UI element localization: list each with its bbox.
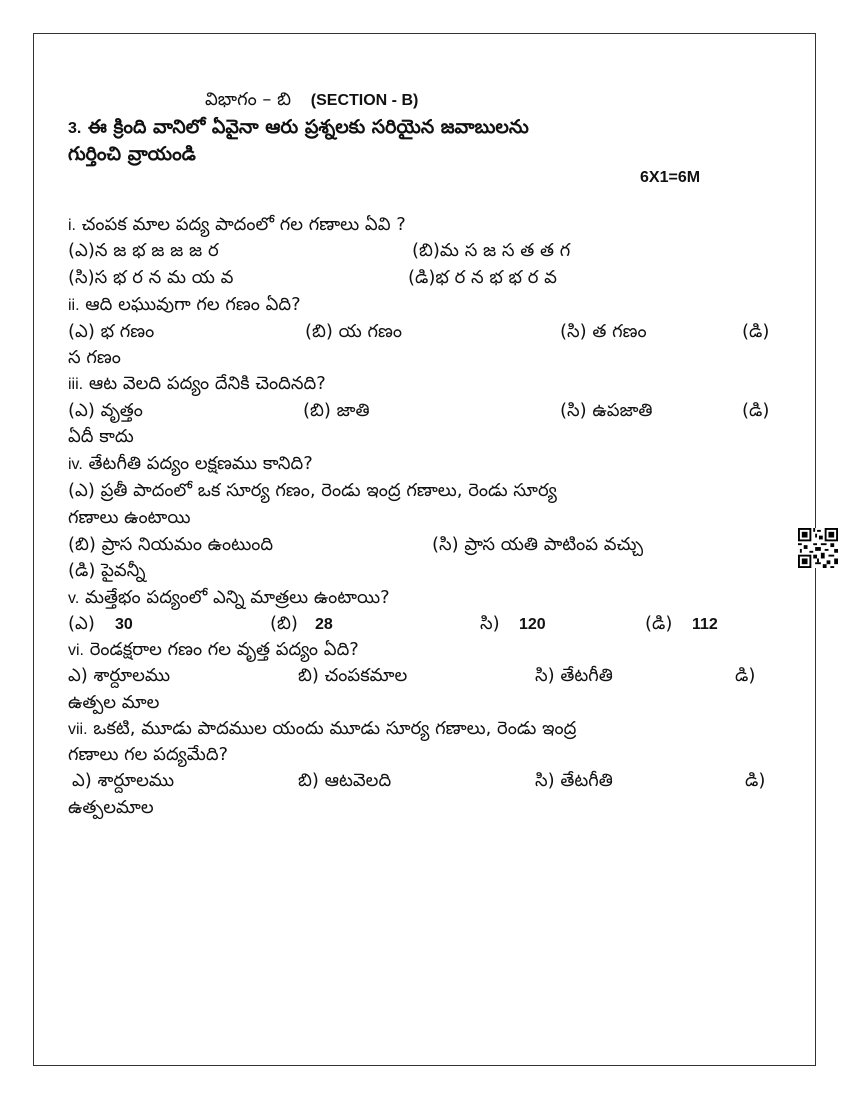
option-c-label: సి) — [480, 613, 500, 634]
section-title — [205, 88, 418, 113]
question-v — [68, 586, 390, 611]
option-b: బి) ఆటవెలది — [298, 770, 392, 791]
option-a: ఎ) శార్దూలము — [68, 665, 171, 686]
option-d: డి) — [735, 665, 756, 686]
option-a-cont: గణాలు ఉంటాయి — [68, 507, 191, 528]
q-num: vi. — [68, 642, 84, 659]
q-num: ii. — [68, 297, 80, 314]
option-a: (ఎ) ప్రతీ పాదంలో ఒక సూర్య గణం, రెండు ఇంద్ర గణాలు, రెండు సూర్య — [68, 480, 557, 501]
question-vii — [68, 717, 576, 742]
question-iv — [68, 452, 313, 477]
qr-code-icon — [798, 528, 838, 568]
option-d-text: ఏదీ కాదు — [68, 426, 134, 447]
marks-label: 6X1=6M — [640, 169, 701, 186]
question-ii — [68, 293, 301, 318]
option-d: (డి) పైవన్నీ — [68, 560, 146, 581]
option-c: (సి) ఉపజాతి — [560, 400, 653, 421]
option-d-value: 112 — [692, 616, 718, 633]
option-a: (ఎ) వృత్తం — [68, 400, 143, 421]
option-a: (ఎ)న జ భ జ జ జ ర — [68, 240, 219, 261]
q-num: i. — [68, 217, 76, 234]
q-text: ఒకటి, మూడు పాదముల యందు మూడు సూర్య గణాలు, రెండు ఇంద్ర — [93, 718, 577, 739]
option-d: (డి) — [742, 400, 770, 421]
q-text-cont: గణాలు గల పద్యమేది? — [68, 744, 229, 765]
option-d-text: స గణం — [68, 347, 121, 368]
section-title-telugu: విభాగం – బి — [205, 89, 292, 110]
instruction-line1: ఈ క్రింది వానిలో ఏవైనా ఆరు ప్రశ్నలకు సరియైన జవాబులను — [87, 116, 529, 138]
option-a-value: 30 — [115, 616, 133, 633]
option-b: (బి) య గణం — [305, 321, 403, 342]
q-num: iii. — [68, 376, 84, 393]
option-a: ఎ) శార్దూలము — [72, 770, 175, 791]
question-instruction — [68, 115, 529, 141]
option-a-label: (ఎ) — [68, 613, 95, 634]
option-b-label: (బి) — [270, 613, 298, 634]
section-title-english: (SECTION - B) — [310, 92, 419, 109]
option-a: (ఎ) భ గణం — [68, 321, 155, 342]
q-num: vii. — [68, 721, 88, 738]
option-c-value: 120 — [519, 616, 546, 633]
q-text: ఆట వెలది పద్యం దేనికి చెందినది? — [88, 373, 326, 394]
option-b-value: 28 — [315, 616, 333, 633]
option-c: (సి) ప్రాస యతి పాటింప వచ్చు — [432, 534, 644, 555]
q-text: రెండక్షరాల గణం గల వృత్త పద్యం ఏది? — [89, 639, 359, 660]
option-d: (డి) — [742, 321, 770, 342]
q-text: చంపక మాల పద్య పాదంలో గల గణాలు ఏవి ? — [81, 214, 406, 235]
option-d: (డి)భ ర న భ భ ర వ — [408, 267, 557, 288]
option-c: (సి)స భ ర న మ య వ — [68, 267, 234, 288]
question-i — [68, 213, 406, 238]
option-b: (బి)మ స జ స త త గ — [412, 240, 571, 261]
option-b: బి) చంపకమాల — [298, 665, 408, 686]
option-d-text: ఉత్పల మాల — [68, 692, 160, 713]
q-text: తేటగీతి పద్యం లక్షణము కానిది? — [88, 453, 313, 474]
option-b: (బి) ప్రాస నియమం ఉంటుంది — [68, 534, 274, 555]
option-d-label: (డి) — [645, 613, 673, 634]
option-c: (సి) త గణం — [560, 321, 647, 342]
option-d-text: ఉత్పలమాల — [68, 797, 154, 818]
option-d: డి) — [745, 770, 766, 791]
option-c: సి) తేటగీతి — [535, 665, 613, 686]
q-text: మత్తేభం పద్యంలో ఎన్ని మాత్రలు ఉంటాయి? — [85, 587, 390, 608]
question-iii — [68, 372, 326, 397]
q-num: iv. — [68, 456, 83, 473]
option-b: (బి) జాతి — [303, 400, 370, 421]
option-c: సి) తేటగీతి — [535, 770, 613, 791]
q-text: ఆది లఘువుగా గల గణం ఏది? — [85, 294, 301, 315]
q-num: v. — [68, 590, 80, 607]
question-number: 3. — [68, 120, 82, 137]
instruction-line2: గుర్తించి వ్రాయండి — [68, 143, 196, 165]
question-vi — [68, 638, 359, 663]
